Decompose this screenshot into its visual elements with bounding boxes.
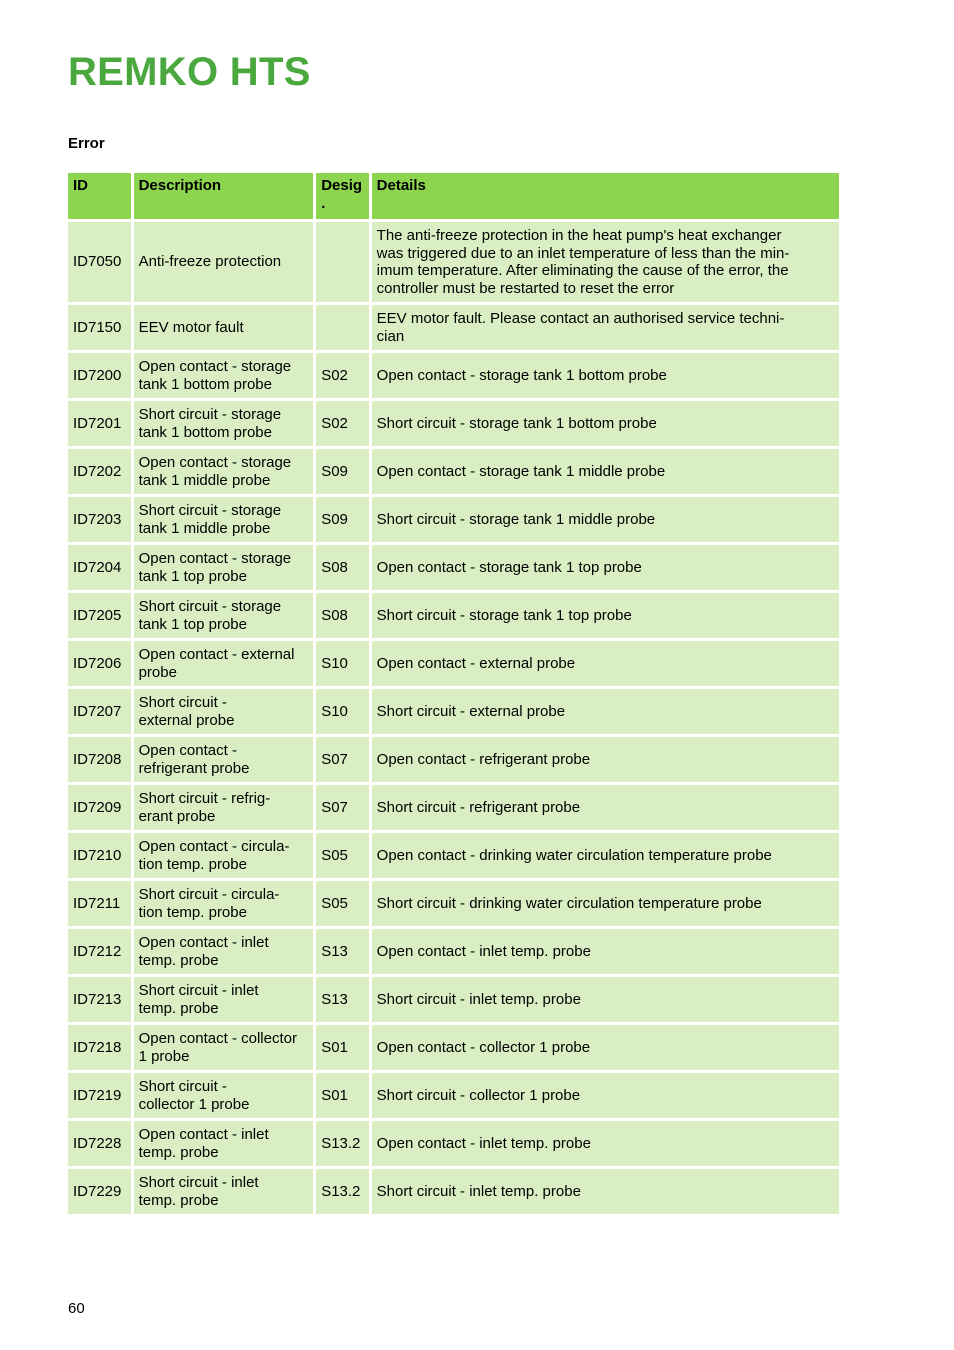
cell-id: ID7204 bbox=[68, 545, 131, 590]
table-row bbox=[68, 881, 839, 926]
cell-details bbox=[372, 929, 839, 974]
details-line: Open contact - storage tank 1 middle probe bbox=[376, 462, 666, 480]
cell-desig: S10 bbox=[316, 689, 368, 734]
description-line: tank 1 top probe bbox=[138, 615, 247, 633]
table-row bbox=[68, 785, 839, 830]
header-desig bbox=[316, 173, 368, 219]
details-line: Open contact - refrigerant probe bbox=[376, 750, 591, 768]
section-title: Error bbox=[68, 135, 105, 152]
description-line: Open contact - storage bbox=[138, 358, 292, 375]
cell-details bbox=[372, 1169, 839, 1214]
description-line: tank 1 bottom probe bbox=[138, 375, 272, 393]
cell-details bbox=[372, 977, 839, 1022]
table-row bbox=[68, 737, 839, 782]
cell-description bbox=[134, 353, 314, 398]
cell-id: ID7208 bbox=[68, 737, 131, 782]
description-line: Short circuit - inlet bbox=[138, 982, 259, 999]
header-id: ID bbox=[68, 173, 131, 219]
cell-description bbox=[134, 689, 314, 734]
cell-id: ID7203 bbox=[68, 497, 131, 542]
cell-details bbox=[372, 737, 839, 782]
details-line: Short circuit - refrigerant probe bbox=[376, 798, 581, 816]
cell-desig: S07 bbox=[316, 785, 368, 830]
cell-desig bbox=[316, 222, 368, 302]
cell-description bbox=[134, 449, 314, 494]
details-line: Short circuit - collector 1 probe bbox=[376, 1086, 581, 1104]
cell-id: ID7202 bbox=[68, 449, 131, 494]
cell-desig: S08 bbox=[316, 545, 368, 590]
details-line: Open contact - drinking water circulation temperature probe bbox=[376, 846, 772, 864]
cell-description bbox=[134, 737, 314, 782]
details-line: Open contact - collector 1 probe bbox=[376, 1038, 591, 1056]
cell-description bbox=[134, 881, 314, 926]
description-line: Open contact - inlet bbox=[138, 934, 269, 951]
description-line: temp. probe bbox=[138, 951, 219, 969]
cell-id: ID7228 bbox=[68, 1121, 131, 1166]
cell-desig: S01 bbox=[316, 1025, 368, 1070]
cell-desig: S02 bbox=[316, 401, 368, 446]
cell-details bbox=[372, 545, 839, 590]
cell-id: ID7212 bbox=[68, 929, 131, 974]
cell-details bbox=[372, 497, 839, 542]
table-row bbox=[68, 593, 839, 638]
cell-id: ID7210 bbox=[68, 833, 131, 878]
description-line: refrigerant probe bbox=[138, 759, 250, 777]
cell-id: ID7229 bbox=[68, 1169, 131, 1214]
cell-desig: S05 bbox=[316, 833, 368, 878]
details-line: Short circuit - inlet temp. probe bbox=[376, 990, 581, 1008]
description-line: erant probe bbox=[138, 807, 216, 825]
description-line: Open contact - collector bbox=[138, 1030, 297, 1047]
cell-id: ID7218 bbox=[68, 1025, 131, 1070]
description-line: tion temp. probe bbox=[138, 855, 247, 873]
description-line: temp. probe bbox=[138, 1191, 219, 1209]
description-line: Short circuit - refrig- bbox=[138, 790, 271, 807]
description-line: collector 1 probe bbox=[138, 1095, 250, 1113]
details-line: The anti-freeze protection in the heat pump's heat exchanger bbox=[376, 227, 782, 244]
details-line: imum temperature. After eliminating the cause of the error, the bbox=[376, 262, 789, 279]
description-line: Open contact - external bbox=[138, 646, 295, 663]
cell-details bbox=[372, 1073, 839, 1118]
cell-description bbox=[134, 641, 314, 686]
table-row bbox=[68, 1169, 839, 1214]
description-line: Short circuit - storage bbox=[138, 598, 282, 615]
cell-details bbox=[372, 1025, 839, 1070]
cell-details bbox=[372, 785, 839, 830]
table-row bbox=[68, 1073, 839, 1118]
table-row bbox=[68, 497, 839, 542]
brand-title: REMKO HTS bbox=[68, 50, 311, 94]
cell-description bbox=[134, 1169, 314, 1214]
table-row bbox=[68, 1025, 839, 1070]
description-line: Open contact - bbox=[138, 742, 237, 759]
description-line: temp. probe bbox=[138, 1143, 219, 1161]
description-line: Short circuit - storage bbox=[138, 406, 282, 423]
cell-id: ID7213 bbox=[68, 977, 131, 1022]
cell-description bbox=[134, 593, 314, 638]
table-row bbox=[68, 545, 839, 590]
details-line: Open contact - external probe bbox=[376, 654, 576, 672]
details-line: Open contact - inlet temp. probe bbox=[376, 1134, 591, 1152]
description-line: Anti-freeze protection bbox=[138, 253, 282, 271]
table-row bbox=[68, 689, 839, 734]
description-line: Short circuit - bbox=[138, 1078, 227, 1095]
table-row bbox=[68, 449, 839, 494]
cell-desig: S13 bbox=[316, 977, 368, 1022]
cell-desig: S08 bbox=[316, 593, 368, 638]
header-desig-bottom: . bbox=[321, 194, 326, 212]
cell-description bbox=[134, 1121, 314, 1166]
header-details: Details bbox=[372, 173, 839, 219]
details-line: Short circuit - external probe bbox=[376, 702, 566, 720]
table-header-row bbox=[68, 173, 839, 219]
cell-id: ID7219 bbox=[68, 1073, 131, 1118]
description-line: Open contact - inlet bbox=[138, 1126, 269, 1143]
cell-desig: S05 bbox=[316, 881, 368, 926]
cell-details bbox=[372, 401, 839, 446]
table-row bbox=[68, 641, 839, 686]
cell-id: ID7150 bbox=[68, 305, 131, 350]
cell-id: ID7205 bbox=[68, 593, 131, 638]
description-line: Short circuit - storage bbox=[138, 502, 282, 519]
cell-details bbox=[372, 449, 839, 494]
table-row bbox=[68, 222, 839, 302]
description-line: tion temp. probe bbox=[138, 903, 247, 921]
description-line: external probe bbox=[138, 711, 235, 729]
cell-details bbox=[372, 881, 839, 926]
cell-desig: S07 bbox=[316, 737, 368, 782]
details-line: Short circuit - drinking water circulation temperature probe bbox=[376, 894, 762, 912]
cell-details bbox=[372, 641, 839, 686]
details-line: Open contact - inlet temp. probe bbox=[376, 942, 591, 960]
table-row bbox=[68, 833, 839, 878]
cell-details bbox=[372, 593, 839, 638]
details-line: was triggered due to an inlet temperature of less than the min- bbox=[376, 244, 790, 262]
description-line: tank 1 bottom probe bbox=[138, 423, 272, 441]
cell-desig: S13.2 bbox=[316, 1169, 368, 1214]
cell-desig: S02 bbox=[316, 353, 368, 398]
error-table bbox=[65, 170, 842, 1217]
description-line: Open contact - circula- bbox=[138, 838, 290, 855]
table-row bbox=[68, 929, 839, 974]
cell-id: ID7207 bbox=[68, 689, 131, 734]
header-description: Description bbox=[134, 173, 314, 219]
cell-id: ID7201 bbox=[68, 401, 131, 446]
details-line: Short circuit - inlet temp. probe bbox=[376, 1182, 581, 1200]
description-line: Open contact - storage bbox=[138, 550, 292, 567]
cell-description bbox=[134, 785, 314, 830]
cell-description bbox=[134, 545, 314, 590]
cell-description bbox=[134, 977, 314, 1022]
cell-description bbox=[134, 833, 314, 878]
cell-details bbox=[372, 222, 839, 302]
description-line: temp. probe bbox=[138, 999, 219, 1017]
cell-id: ID7211 bbox=[68, 881, 131, 926]
cell-desig: S13.2 bbox=[316, 1121, 368, 1166]
description-line: tank 1 middle probe bbox=[138, 519, 271, 537]
description-line: tank 1 middle probe bbox=[138, 471, 271, 489]
cell-desig: S10 bbox=[316, 641, 368, 686]
description-line: tank 1 top probe bbox=[138, 567, 247, 585]
cell-desig: S09 bbox=[316, 449, 368, 494]
cell-description bbox=[134, 401, 314, 446]
cell-description bbox=[134, 1073, 314, 1118]
table-row bbox=[68, 353, 839, 398]
cell-description bbox=[134, 305, 314, 350]
details-line: Open contact - storage tank 1 top probe bbox=[376, 558, 642, 576]
details-line: Short circuit - storage tank 1 bottom probe bbox=[376, 414, 657, 432]
cell-desig: S09 bbox=[316, 497, 368, 542]
cell-description bbox=[134, 222, 314, 302]
cell-details bbox=[372, 353, 839, 398]
cell-desig: S13 bbox=[316, 929, 368, 974]
cell-description bbox=[134, 929, 314, 974]
table-row bbox=[68, 401, 839, 446]
details-line: Open contact - storage tank 1 bottom probe bbox=[376, 366, 667, 384]
description-line: Open contact - storage bbox=[138, 454, 292, 471]
cell-description bbox=[134, 497, 314, 542]
cell-desig: S01 bbox=[316, 1073, 368, 1118]
cell-details bbox=[372, 305, 839, 350]
table-row bbox=[68, 977, 839, 1022]
description-line: 1 probe bbox=[138, 1047, 190, 1065]
details-line: cian bbox=[376, 327, 405, 345]
description-line: probe bbox=[138, 663, 177, 681]
description-line: EEV motor fault bbox=[138, 318, 244, 336]
cell-details bbox=[372, 689, 839, 734]
cell-description bbox=[134, 1025, 314, 1070]
description-line: Short circuit - bbox=[138, 694, 227, 711]
cell-id: ID7209 bbox=[68, 785, 131, 830]
cell-details bbox=[372, 1121, 839, 1166]
cell-id: ID7206 bbox=[68, 641, 131, 686]
details-line: EEV motor fault. Please contact an authorised service techni- bbox=[376, 310, 785, 327]
table-row bbox=[68, 1121, 839, 1166]
description-line: Short circuit - inlet bbox=[138, 1174, 259, 1191]
cell-details bbox=[372, 833, 839, 878]
details-line: Short circuit - storage tank 1 top probe bbox=[376, 606, 632, 624]
cell-id: ID7050 bbox=[68, 222, 131, 302]
cell-desig bbox=[316, 305, 368, 350]
page-number: 60 bbox=[68, 1300, 85, 1317]
description-line: Short circuit - circula- bbox=[138, 886, 280, 903]
details-line: Short circuit - storage tank 1 middle probe bbox=[376, 510, 656, 528]
cell-id: ID7200 bbox=[68, 353, 131, 398]
table-row bbox=[68, 305, 839, 350]
header-desig-top: Desig bbox=[321, 177, 363, 194]
details-line: controller must be restarted to reset the error bbox=[376, 279, 675, 297]
